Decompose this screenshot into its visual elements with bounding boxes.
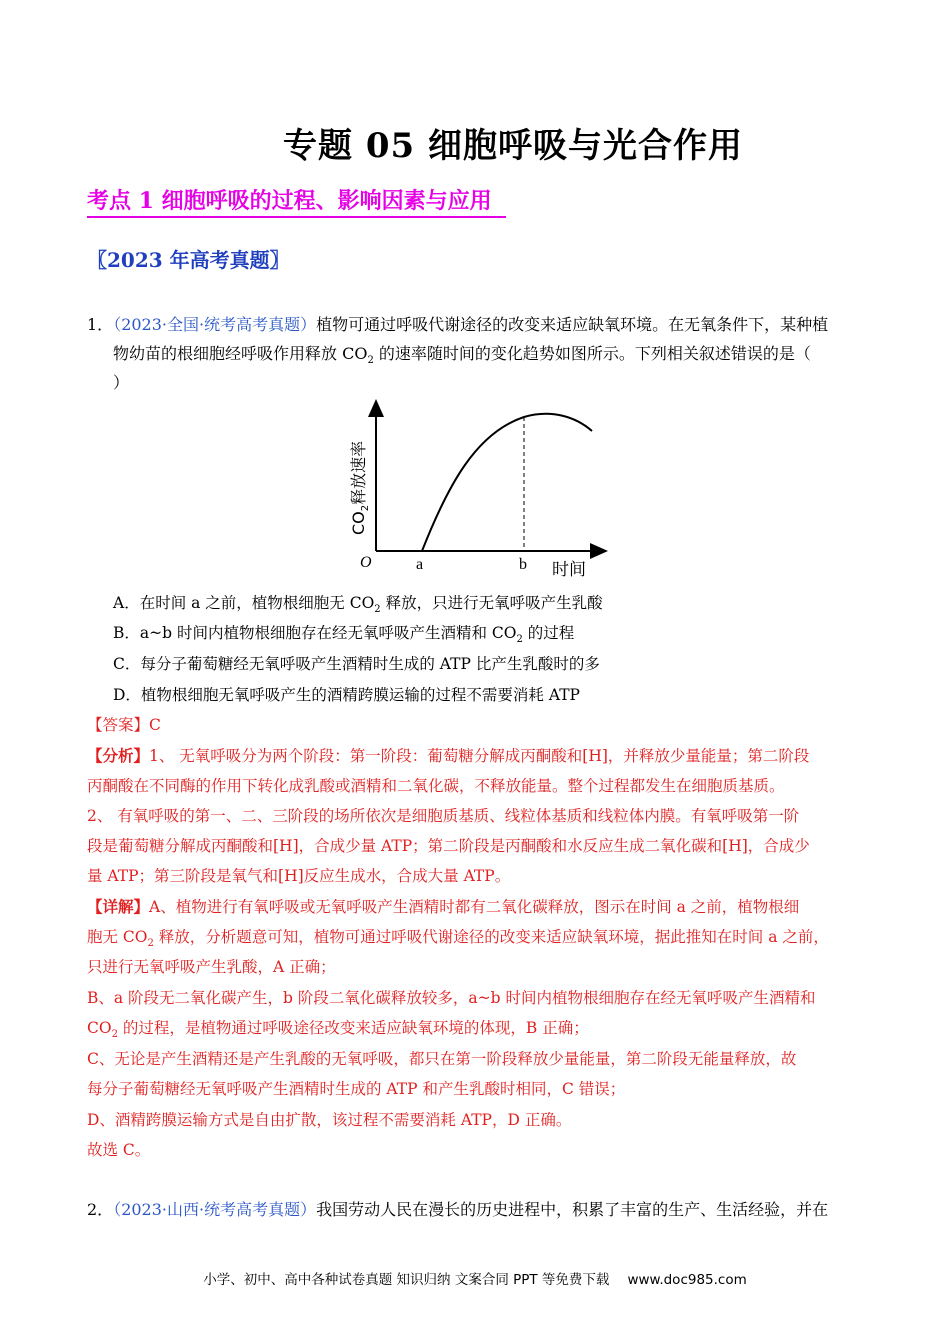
question-text: 我国劳动人民在漫长的历史进程中，积累了丰富的生产、生活经验，并在: [316, 1200, 829, 1219]
y-axis-label: $CO_2$释放速率: [349, 440, 371, 535]
analysis-line-2: 丙酮酸在不同酶的作用下转化成乳酸或酒精和二氧化碳，不释放能量。整个过程都发生在细胞质基质。: [87, 777, 785, 795]
analysis-line-5: 量 ATP；第三阶段是氧气和[H]反应生成水，合成大量 ATP。: [87, 867, 511, 885]
detail-line-6: C、无论是产生酒精还是产生乳酸的无氧呼吸，都只在第一阶段释放少量能量，第二阶段无能量释放，故: [87, 1050, 797, 1068]
footer-text: 小学、初中、高中各种试卷真题 知识归纳 文案合同 PPT 等免费下载: [203, 1272, 610, 1288]
detail-line-7: 每分子葡萄糖经无氧呼吸产生酒精时生成的 ATP 和产生乳酸时相同，C 错误；: [87, 1080, 626, 1098]
option-d: D．植物根细胞无氧呼吸产生的酒精跨膜运输的过程不需要消耗 ATP: [113, 686, 580, 704]
detail-line-3: 只进行无氧呼吸产生乳酸，A 正确；: [87, 958, 336, 976]
topic-heading: 考点 1 细胞呼吸的过程、影响因素与应用: [87, 186, 506, 218]
option-c: C．每分子葡萄糖经无氧呼吸产生酒精时生成的 ATP 比产生乳酸时的多: [113, 655, 600, 673]
detail-line-8: D、酒精跨膜运输方式是自由扩散，该过程不需要消耗 ATP，D 正确。: [87, 1111, 572, 1129]
question-source: （2023·全国·统考高考真题）: [113, 315, 317, 334]
origin-label: O: [360, 554, 372, 571]
answer: 【答案】C: [87, 716, 161, 734]
option-b: B．a~b 时间内植物根细胞存在经无氧呼吸产生酒精和 $CO_2$ 的过程: [113, 624, 575, 646]
question-number: 1．: [87, 315, 114, 334]
x-axis-label: 时间: [552, 560, 586, 580]
section-heading: 〖2023 年高考真题〗: [87, 248, 290, 272]
question-text-line-1: 植物可通过呼吸代谢途径的改变来适应缺氧环境。在无氧条件下，某种植: [316, 315, 829, 334]
co2-rate-graph: [330, 395, 620, 585]
tick-b-label: b: [519, 556, 527, 573]
conclusion: 故选 C。: [87, 1141, 151, 1159]
question-number: 2．: [87, 1200, 114, 1219]
footer-url[interactable]: www.doc985.com: [627, 1272, 747, 1288]
detail-line-2: 胞无 $CO_2$ 释放，分析题意可知，植物可通过呼吸代谢途径的改变来适应缺氧环境，据此推知在时间 a 之前，: [87, 928, 829, 950]
question-source: （2023·山西·统考高考真题）: [113, 1200, 317, 1219]
tick-a-label: a: [416, 556, 424, 573]
analysis-line-1: 【分析】1、 无氧呼吸分为两个阶段：第一阶段：葡萄糖分解成丙酮酸和[H]，并释放少量能量；第二阶段: [87, 746, 810, 765]
rate-curve: [422, 414, 592, 551]
detail-line-4: B、a 阶段无二氧化碳产生，b 阶段二氧化碳释放较多，a~b 时间内植物根细胞存在经无氧呼吸产生酒精和: [87, 989, 816, 1007]
question-2: [87, 1195, 887, 1224]
page-title: 专题 05 细胞呼吸与光合作用: [283, 126, 743, 166]
analysis-line-3: 2、 有氧呼吸的第一、二、三阶段的场所依次是细胞质基质、线粒体基质和线粒体内膜。有氧呼吸第一阶: [87, 807, 800, 825]
question-1: [87, 310, 877, 339]
analysis-line-4: 段是葡萄糖分解成丙酮酸和[H]，合成少量 ATP；第二阶段是丙酮酸和水反应生成二氧化碳和[H]，合成少: [87, 837, 810, 855]
question-1-line-2: 物幼苗的根细胞经呼吸作用释放 $CO_2$ 的速率随时间的变化趋势如图所示。下列相关叙述错误的是（: [113, 344, 811, 367]
question-1-line-3: ）: [113, 373, 130, 392]
detail-line-5: $CO_2$ 的过程，是植物通过呼吸途径改变来适应缺氧环境的体现，B 正确；: [87, 1019, 589, 1041]
option-a: A．在时间 a 之前，植物根细胞无 $CO_2$ 释放，只进行无氧呼吸产生乳酸: [113, 594, 603, 616]
detail-line-1: 【详解】A、植物进行有氧呼吸或无氧呼吸产生酒精时都有二氧化碳释放，图示在时间 a 之前，植物根细: [87, 897, 800, 916]
footer: [0, 1268, 950, 1288]
